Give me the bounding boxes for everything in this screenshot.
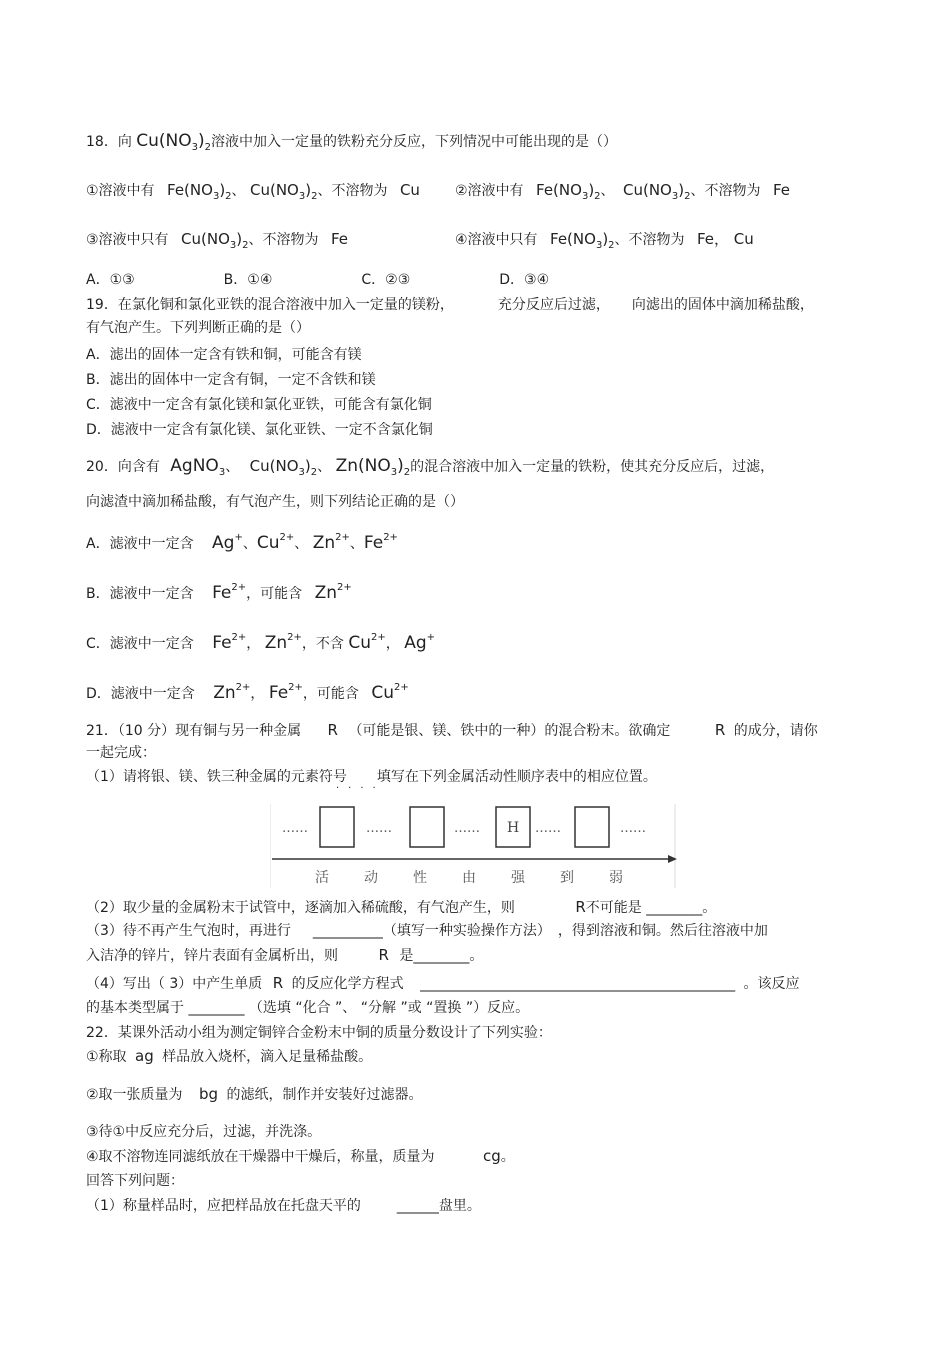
q21-part3-line2: 入洁净的锌片，锌片表面有金属析出，则 R 是________。 (86, 946, 484, 964)
label-char-6: 到 (560, 870, 574, 886)
q18-option-3: ③溶液中只有 $Cu(NO_3)_2$、不溶物为 Fe (86, 230, 348, 251)
q18-choices: A．①③ B．①④ C．②③ D．③④ (86, 272, 550, 288)
diagram-dots-2: …… (366, 821, 392, 836)
q19-stem-line2: 有气泡产生。下列判断正确的是（） (86, 320, 310, 336)
q21-stem-line1: 21．（10 分）现有铜与另一种金属 R （可能是银、镁、铁中的一种）的混合粉末。欲确定 R 的成分，请你 (86, 721, 818, 739)
q19-option-d: D．滤液中一定含有氯化镁、氯化亚铁、一定不含氯化铜 (86, 422, 433, 438)
label-char-1: 活 (315, 870, 329, 886)
blank-box-2[interactable] (410, 807, 444, 847)
q22-step-1: ①称取 ag 样品放入烧杯，滴入足量稀盐酸。 (86, 1047, 373, 1065)
q21-part3: （3）待不再产生气泡时，再进行 __________（填写一种实验操作方法） ，得到溶液和铜。然后往溶液中加 (86, 923, 768, 939)
q21-stem-line2: 一起完成： (86, 745, 156, 761)
label-char-5: 强 (511, 870, 525, 886)
q20-option-c: C．滤液中一定含 $Fe^{2+}$， $Zn^{2+}$，不含 $Cu^{2+}$， Ag+ (86, 632, 436, 653)
q20-option-b: B．滤液中一定含 $Fe^{2+}$，可能含 $Zn^{2+}$ (86, 582, 352, 603)
q18-option-4: ④溶液中只有 $Fe(NO_3)_2$、不溶物为 Fe， Cu (455, 230, 754, 251)
label-char-4: 由 (462, 870, 476, 886)
q19-option-a: A．滤出的固体一定含有铁和铜，可能含有镁 (86, 347, 362, 363)
q20-stem-line2: 向滤渣中滴加稀盐酸，有气泡产生，则下列结论正确的是（） (86, 494, 464, 510)
q19-option-c: C．滤液中一定含有氯化镁和氯化亚铁，可能含有氯化铜 (86, 397, 432, 413)
blank-box-3[interactable] (575, 807, 609, 847)
diagram-dots-3: …… (454, 821, 480, 836)
q22-answer-prompt: 回答下列问题： (86, 1173, 184, 1189)
q21-part1: （1）请将银、镁、铁三种金属的元素符号 填写在下列金属活动性顺序表中的相应位置。 (86, 769, 657, 785)
q20-option-d: D．滤液中一定含 $Zn^{2+}$， $Fe^{2+}$，可能含 $Cu^{2+}$ (86, 682, 409, 703)
q21-part4-line2: 的基本类型属于 ________ （选填 “化合 ”、 “分解 ”或 “置换 ”）反应。 (86, 1000, 530, 1016)
q22-stem: 22．某课外活动小组为测定铜锌合金粉末中铜的质量分数设计了下列实验： (86, 1025, 552, 1041)
diagram-dots-5: …… (620, 821, 646, 836)
emphasis-dots: ···· (336, 783, 385, 794)
q18-stem: 18．向 $Cu(NO_3)_2$溶液中加入一定量的铁粉充分反应，下列情况中可能出现的是（） (86, 131, 618, 153)
q19-option-b: B．滤出的固体中一定含有铜，一定不含铁和镁 (86, 372, 376, 388)
q20-option-a: A．滤液中一定含 Ag+、$Cu^{2+}$、 $Zn^{2+}$、$Fe^{2+}$ (86, 532, 398, 553)
series-arrow-head (668, 855, 677, 863)
q18-option-2: ②溶液中有 $Fe(NO_3)_2$、 $Cu(NO_3)_2$、不溶物为 Fe (455, 181, 790, 202)
q21-part2: （2）取少量的金属粉末于试管中，逐滴加入稀硫酸，有气泡产生，则 R不可能是 ________。 (86, 898, 717, 916)
q22-step-2: ②取一张质量为 bg 的滤纸，制作并安装好过滤器。 (86, 1085, 423, 1103)
label-char-7: 弱 (609, 870, 623, 886)
diagram-dots-1: …… (282, 821, 308, 836)
q22-step-4: ④取不溶物连同滤纸放在干燥器中干燥后，称量，质量为 cg。 (86, 1147, 515, 1165)
q22-step-3: ③待①中反应充分后，过滤，并洗涤。 (86, 1124, 322, 1140)
diagram-dots-4: …… (535, 821, 561, 836)
blank-box-1[interactable] (320, 807, 354, 847)
q19-stem-line1: 19．在氯化铜和氯化亚铁的混合溶液中加入一定量的镁粉， 充分反应后过滤， 向滤出的固体中滴加稀盐酸， (86, 297, 814, 313)
q20-stem: 20．向含有 AgNO$_3$、 $Cu(NO_3)_2$、 $Zn(NO_3)_2$的混合溶液中加入一定量的铁粉，使其充分反应后，过滤， (86, 456, 775, 478)
label-char-3: 性 (413, 870, 427, 886)
q18-option-1: ①溶液中有 $Fe(NO_3)_2$、 $Cu(NO_3)_2$、不溶物为 Cu (86, 181, 420, 202)
activity-series-diagram (270, 804, 680, 888)
q21-part4: （4）写出（ 3）中产生单质 R 的反应化学方程式 _____________________________________________ 。该反应 (86, 974, 800, 992)
label-char-2: 动 (364, 870, 378, 886)
hydrogen-label: H (507, 820, 520, 836)
q22-part1: （1）称量样品时，应把样品放在托盘天平的 ______盘里。 (86, 1198, 481, 1214)
